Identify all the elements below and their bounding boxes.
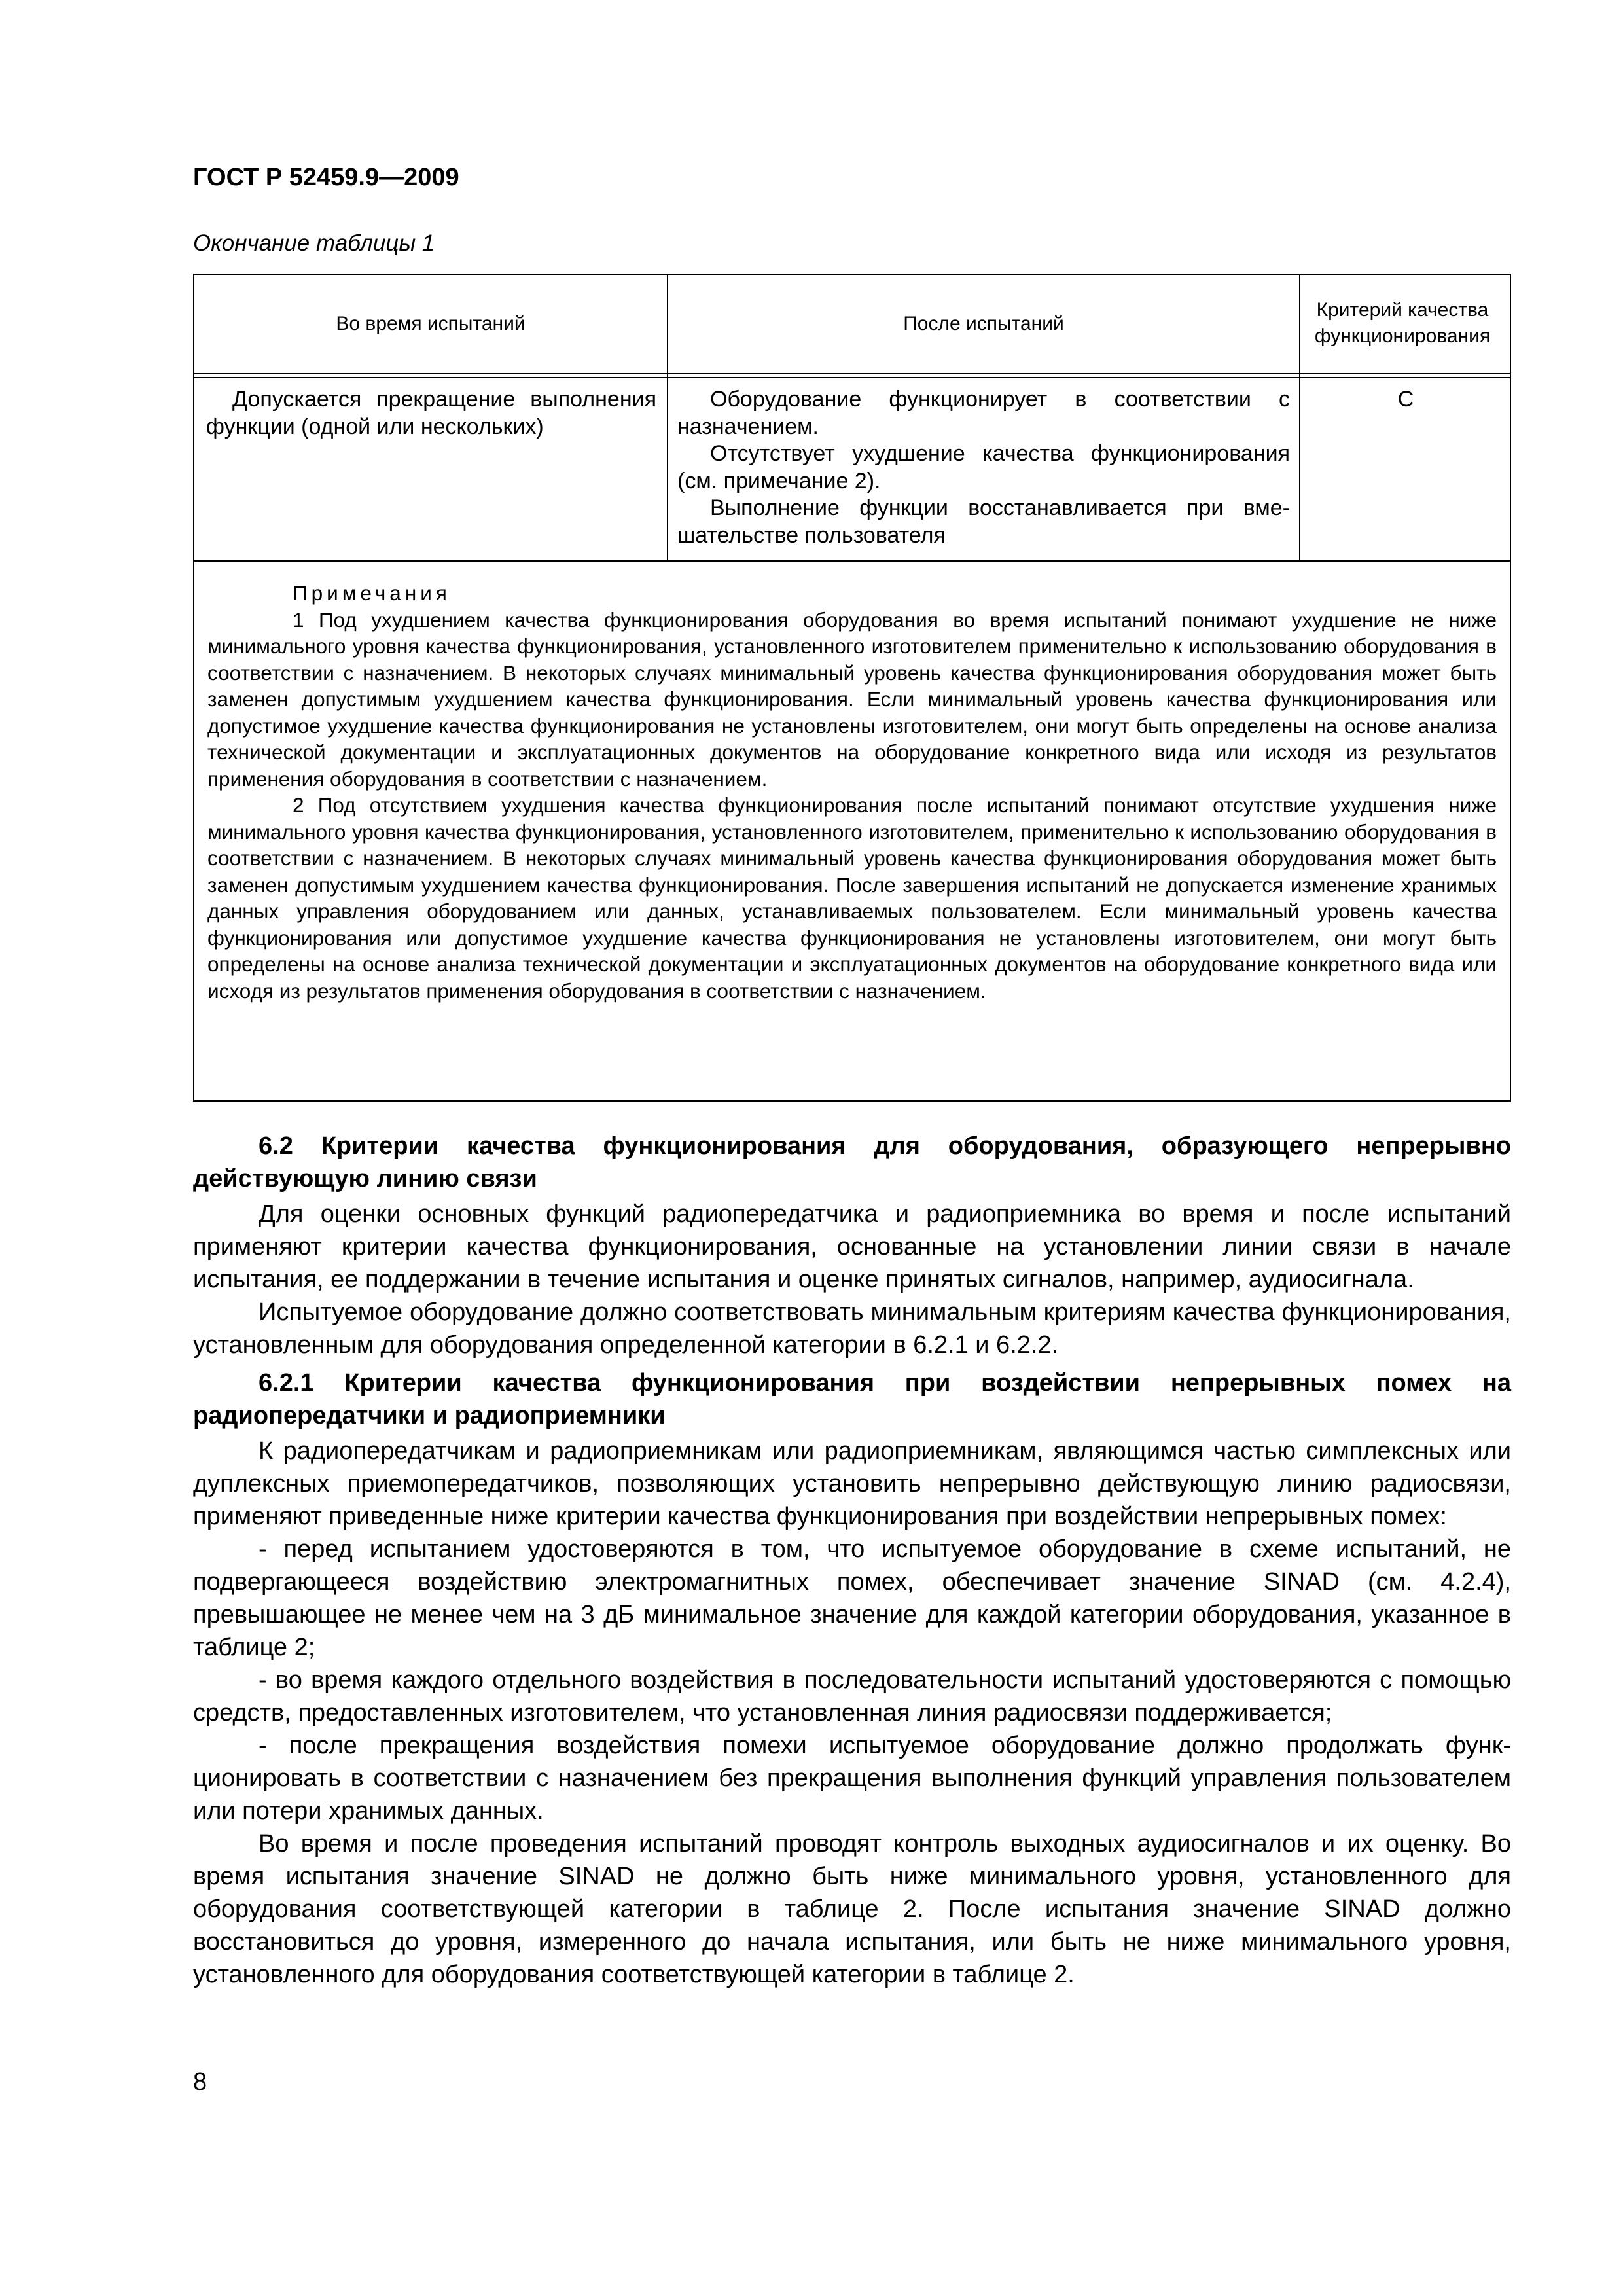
criteria-table [193,274,1511,1102]
note-1: 1 Под ухудшением качества функционирования оборудования во время испытаний понимают ухудшение не ниже минимального уровня качества функционирования, установленного изготовителем применительно к использованию оборудования в соответствии с назначением. В некоторых случаях минимальный уровень качества функционирования оборудования может быть заменен допустимым ухудшением качества функционирования. Если минимальный уровень качества функционирования или допустимое ухудшение качества функционирования не установлены изготовителем, они могут быть определены на основе анализа технической документации и эксплуатационных документов на оборудование конкретного вида или исходя из результатов применения оборудования в соответствии с назначением. [207,607,1497,791]
cell-after-line-1: Оборудование функционирует в соответствии с назначением. [677,387,1290,439]
header-divider-double [194,377,1510,378]
cell-after-line-3: Выполнение функции восстанавливается при вмешательстве пользователя [677,495,1290,548]
cell-after-line-2: Отсутствует ухудшение качества функционирования (см. примечание 2). [677,441,1290,493]
column-header-during: Во время испытаний [336,313,526,334]
notes-title: Примечания [293,581,451,605]
paragraph: Для оценки основных функций радиопередатчика и радиоприемника во время и после испытаний применяют критерии качества функционирования, основанные на установлении линии связи в начале испытания, ее поддержании в течение испытания и оценке принятых сигналов, например, аудиосигнала. [193,1200,1511,1293]
paragraph: Испытуемое оборудование должно соответствовать минимальным критериям качества функционирования, установленным для оборудования определенной категории в 6.2.1 и 6.2.2. [193,1299,1511,1359]
notes-divider [194,560,1510,562]
list-item: - перед испытанием удостоверяются в том, что испытуемое оборудование в схеме испытаний, не подвергающееся воздействию электромагнитных помех, обеспечивает значение SINAD (см. 4.2.4), превышающее не менее чем на 3 дБ минимальное значение для каждой категории оборудования, указанное в таблице 2; [193,1535,1511,1661]
header-divider [194,373,1510,374]
page-number: 8 [193,2068,207,2096]
cell-criterion: C [1397,387,1414,412]
section-body [193,1124,1511,1991]
cell-after [677,386,1290,549]
list-item: - во время каждого отдельного воздействия в последовательности испытаний удостоверяются с помощью средств, предоставленных изготовителем, что установленная линия радиосвязи поддерживается; [193,1666,1511,1727]
column-header-after: После испытаний [903,313,1064,334]
table-continuation-label: Окончание таблицы 1 [193,230,435,256]
heading-6-2-1: 6.2.1 Критерии качества функционирования при воздействии непрерывных помех на радиопередатчики и радиоприемники [193,1369,1511,1429]
paragraph: Во время и после проведения испытаний проводят контроль выходных аудиосигналов и их оценку. Во время испытания значение SINAD не должно быть ниже минимального уровня, установленного для оборудования соответствующей категории в таблице 2. После испытания значение SINAD должно восстановиться до уровня, измеренного до начала испытания, или быть не ниже минимального уровня, установленного для оборудования соответствующей категории в таблице 2. [193,1830,1511,1988]
cell-during: Допускается прекращение выполнения функции (одной или нескольких) [206,387,656,439]
column-header-criterion: Критерий качества функционирования [1314,299,1491,347]
table-notes [207,580,1497,1004]
column-divider-2 [1299,275,1300,560]
note-2: 2 Под отсутствием ухудшения качества функционирования после испытаний понимают отсутствие ухудшения ниже минимального уровня качества функционирования, установленного изготовителем, применительно к использованию оборудования в соответствии с назначением. В некоторых случаях минимальный уровень качества функционирования оборудования может быть заменен допустимым ухудшением качества функционирования. После завершения испытаний не допускается изменение хранимых данных управления оборудованием или данных, устанавливаемых пользователем. Если минимальный уровень качества функционирования или допустимое ухудшение качества функционирования не установлены изготовителем, они могут быть определены на основе анализа технической документации и эксплуатационных документов на оборудование конкретного вида или исходя из результатов применения оборудования в соответствии с назначением. [207,793,1497,1003]
paragraph: К радиопередатчикам и радиоприемникам или радиоприемникам, являющимся частью симплексных или дуплексных приемопередатчиков, позволяющих установить непрерывно действующую линию радиосвязи, применяют приведенные ниже критерии качества функционирования при воздействии непрерывных помех: [193,1437,1511,1530]
document-code: ГОСТ Р 52459.9—2009 [193,164,459,191]
heading-6-2: 6.2 Критерии качества функционирования для оборудования, образующего непрерывно действующую линию связи [193,1132,1511,1193]
list-item: - после прекращения воздействия помехи испытуемое оборудование должно продолжать функционировать в соответствии с назначением без прекращения выполнения функций управления пользователем или потери хранимых данных. [193,1732,1511,1825]
